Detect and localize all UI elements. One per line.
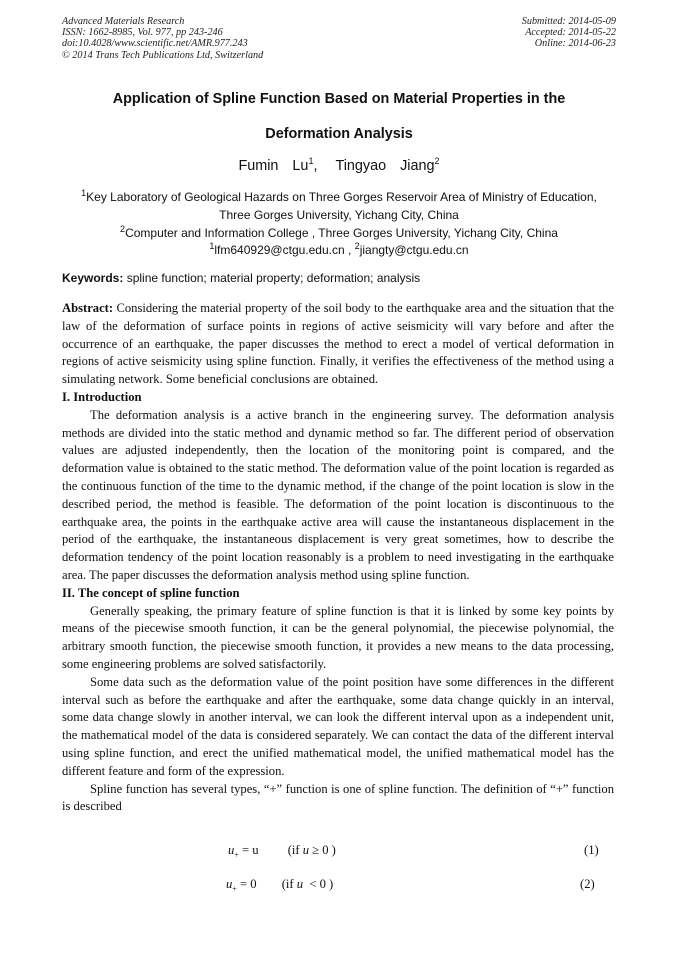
equation-2-condition: < 0 )	[303, 877, 334, 891]
affiliation-2-text: Computer and Information College , Three Gorges University, Yichang City, China	[125, 226, 558, 240]
author-1-affiliation: 1	[308, 156, 314, 167]
keywords-label: Keywords:	[62, 271, 124, 285]
equation-2-condition-open: (if	[281, 877, 297, 891]
equation-1-condition-variable: u	[302, 843, 310, 857]
section-1-paragraph-1: The deformation analysis is a active branch in the engineering survey. The deformation analysis methods are divided into the static method and dynamic method so far. The different period of observation values are adjusted independently, then the location of the monitoring point is compared, and the deformation value is obtained to the static method. The deformation value of the point location is regarded as the continuous function of the time to the dynamic method, if the change of the point location is slow in the described period, the method is feasible. The deformation of the point location is discontinuous to the earthquake area, the points in the earthquake active area will cause the instantaneous displacement in the period of the earthquake, the instantaneous displacement is very great sometimes, how to describe the deformation tendency of the point location reasonably is a problem to need investigating in the earthquake area. The paper discusses the deformation analysis method using spline function.	[62, 407, 614, 582]
equation-2-condition-variable: u	[296, 877, 304, 891]
paper-title-line-2: Deformation Analysis	[265, 126, 413, 142]
section-2-heading: II. The concept of spline function	[62, 585, 240, 600]
abstract	[62, 300, 614, 389]
author-1: Fumin Lu	[238, 158, 309, 174]
author-2: Tingyao Jiang	[335, 158, 435, 174]
affiliation-1-marker: 1	[81, 188, 87, 198]
affiliation-2	[62, 224, 616, 242]
equation-1	[228, 843, 336, 860]
abstract-label: Abstract:	[62, 301, 114, 315]
keywords	[62, 271, 420, 285]
section-2-paragraph-3: Spline function has several types, “+” function is one of spline function. The definition of “+” function is described	[62, 781, 614, 814]
equation-1-rhs: = u	[241, 843, 259, 857]
affiliation-1	[62, 188, 616, 224]
affiliation-1-line-2: Three Gorges University, Yichang City, China	[219, 208, 459, 222]
equation-2-subscript: +	[232, 884, 237, 894]
section-2-paragraph-1: Generally speaking, the primary feature of spline function is that it is linked by some key points by means of the piecewise smooth function, it can be the general polynomial, the piecewise polynomial, the arbitrary smooth function, the piecewise smooth function, it provides a new means to the data processing, some engineering problems are solved satisfactorily.	[62, 603, 614, 671]
equation-1-condition: ≥ 0 )	[309, 843, 336, 857]
email-1-marker: 1	[209, 241, 215, 251]
journal-issn: ISSN: 1662-8985, Vol. 977, pp 243-246	[62, 27, 223, 39]
author-emails	[62, 241, 616, 259]
accepted-date: Accepted: 2014-05-22	[525, 27, 616, 39]
paper-title-line-1: Application of Spline Function Based on Material Properties in the	[112, 91, 566, 107]
journal-copyright: © 2014 Trans Tech Publications Ltd, Switzerland	[62, 49, 264, 61]
submission-dates	[522, 16, 616, 50]
journal-info	[62, 16, 263, 61]
paper-body	[62, 300, 614, 816]
journal-doi: doi:10.4028/www.scientific.net/AMR.977.243	[62, 38, 248, 50]
equation-2-rhs: = 0	[239, 877, 257, 891]
keywords-text: spline function; material property; deformation; analysis	[123, 271, 421, 285]
affiliation-1-line-1: Key Laboratory of Geological Hazards on Three Gorges Reservoir Area of Ministry of Education,	[86, 190, 597, 204]
affiliation-2-marker: 2	[120, 224, 126, 234]
section-2-paragraph-2: Some data such as the deformation value of the point position have some differences in the different interval such as before the earthquake and after the earthquake, some data change quickly in an interval, some data change slowly in another interval, we can look the different interval upon as a independent unit, the mathematical model of the data is considered separately. We can contact the data of the different interval using spline function, and erect the unified mathematical model, the unified mathematical model has the different feature and form of the expression.	[62, 674, 614, 778]
equation-2-number: (2)	[580, 877, 595, 891]
email-1[interactable]: lfm640929@ctgu.edu.cn ,	[214, 243, 352, 257]
author-list	[62, 158, 616, 174]
section-1-heading: I. Introduction	[62, 389, 142, 404]
email-2[interactable]: jiangty@ctgu.edu.cn	[359, 243, 469, 257]
abstract-text: Considering the material property of the soil body to the earthquake area and the situation that the law of the deformation of surface points in regions of active seismicity will vary before and after the occurrence of an earthquake, the paper discusses the method to erect a model of vertical deformation in regions of active seismicity using spline function. Finally, it verifies the effectiveness of the method using a simulating network. Some beneficial conclusions are obtained.	[62, 301, 614, 387]
email-2-marker: 2	[354, 241, 360, 251]
equation-1-subscript: +	[234, 850, 239, 860]
journal-name: Advanced Materials Research	[62, 16, 185, 27]
equation-2	[226, 877, 333, 894]
online-date: Online: 2014-06-23	[534, 38, 616, 50]
submitted-date: Submitted: 2014-05-09	[521, 16, 616, 27]
equation-2-variable: u	[226, 877, 233, 891]
equation-1-number: (1)	[584, 843, 599, 857]
equation-1-variable: u	[228, 843, 235, 857]
author-2-affiliation: 2	[434, 156, 440, 167]
author-separator: ,	[313, 158, 318, 174]
equation-1-condition-open: (if	[287, 843, 303, 857]
